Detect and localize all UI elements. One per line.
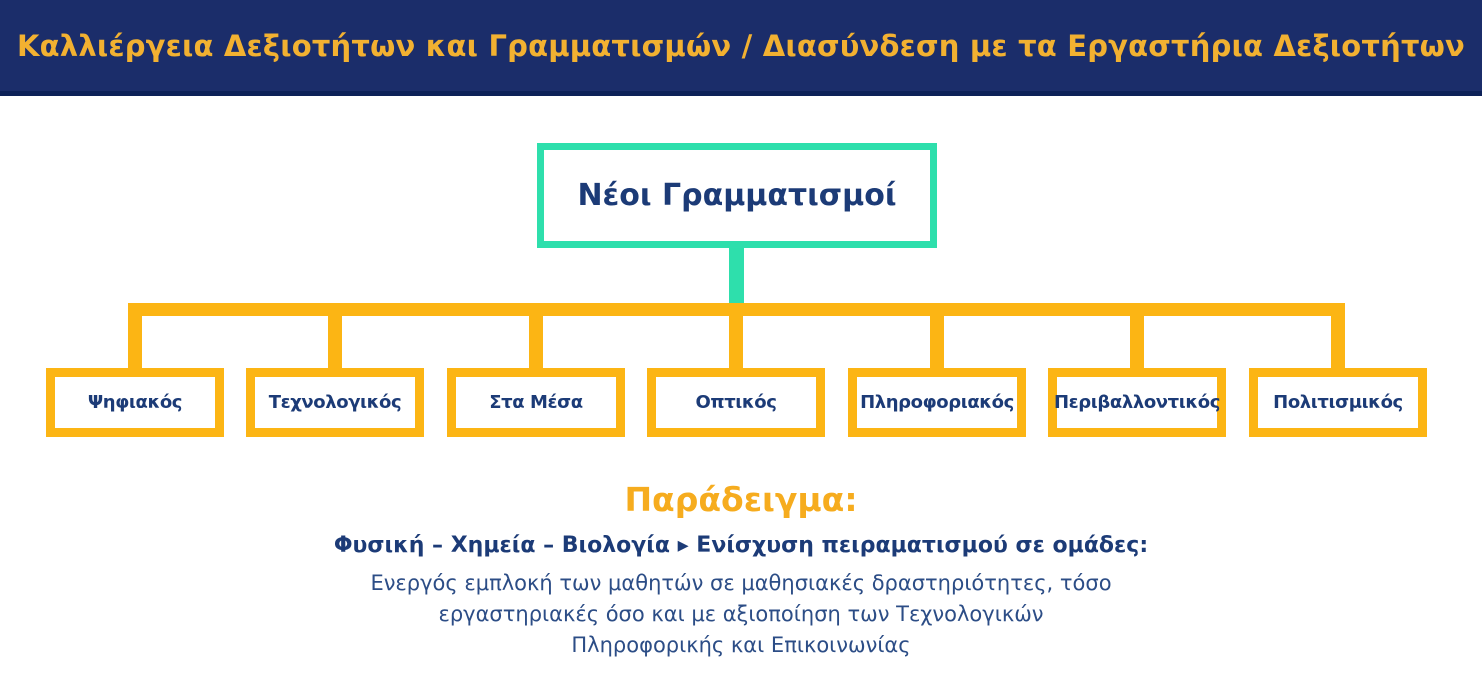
connector-stem [128,303,142,369]
literacy-node-label: Πληροφοριακός [860,392,1014,413]
connector-root-stem [729,248,744,304]
header-bar [0,0,1482,96]
connector-stem [328,303,342,369]
example-heading: Παράδειγμα: [624,480,858,519]
literacy-node [647,368,825,437]
connector-stem [1331,303,1345,369]
literacy-node-label: Ψηφιακός [87,392,183,413]
literacy-node-label: Στα Μέσα [489,392,583,413]
literacy-node [246,368,424,437]
root-node [537,143,937,248]
literacy-node [1249,368,1427,437]
example-body-line: Ενεργός εμπλοκή των μαθητών σε μαθησιακές δραστηριότητες, τόσο [370,571,1112,595]
connector-stem [529,303,543,369]
connector-stem [729,303,743,369]
connector-stem [1130,303,1144,369]
literacy-node [447,368,625,437]
connector-stem [930,303,944,369]
page-title: Καλλιέργεια Δεξιοτήτων και Γραμματισμών / Διασύνδεση με τα Εργαστήρια Δεξιοτήτων [16,28,1466,63]
example-body-line: εργαστηριακές όσο και με αξιοποίηση των Τεχνολογικών [438,602,1044,626]
root-node-label: Νέοι Γραμματισμοί [577,178,897,213]
literacy-node [1048,368,1226,437]
literacy-node-label: Πολιτισμικός [1273,392,1403,413]
example-lead: Φυσική – Χημεία – Βιολογία ▸ Ενίσχυση πειραματισμού σε ομάδες: [333,533,1149,558]
example-body-line: Πληροφορικής και Επικοινωνίας [571,633,911,657]
literacy-node-label: Οπτικός [695,392,777,413]
literacy-node [848,368,1026,437]
literacy-node [46,368,224,437]
example-section [0,480,1482,661]
literacy-node-label: Περιβαλλοντικός [1054,392,1220,413]
literacy-node-label: Τεχνολογικός [268,392,402,413]
